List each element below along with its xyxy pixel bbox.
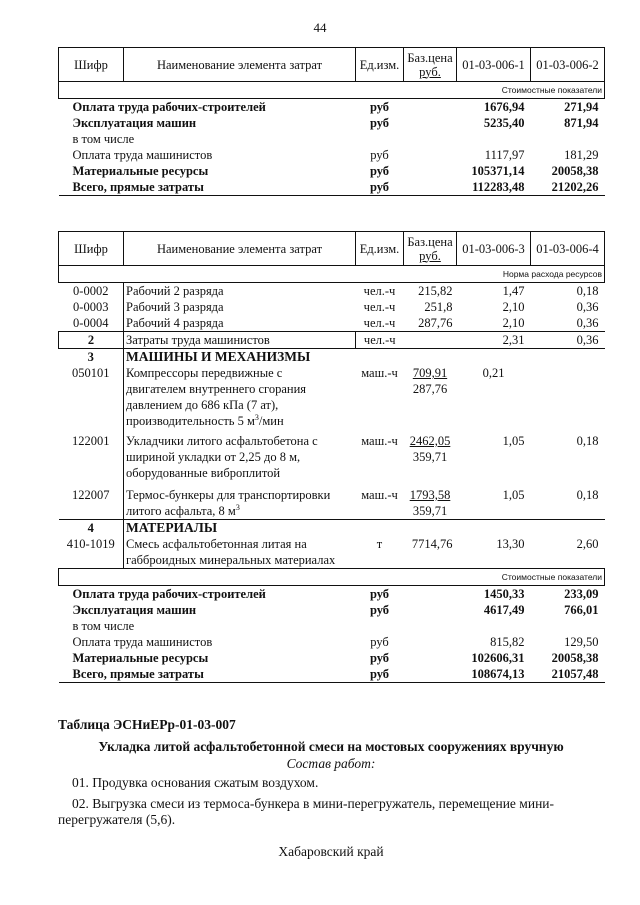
table-row: 122001 Укладчики литого асфальтобетона с шириной укладки от 2,25 до 8 м, оборудованные виброплитой маш.-ч 2462,05 359,71 1,05 0,18 <box>59 429 605 481</box>
header-unit: Ед.изм. <box>356 232 404 266</box>
table-row: Материальные ресурсы руб 105371,14 20058,38 <box>72 164 599 178</box>
table-row: Эксплуатация машин руб 5235,40 871,94 <box>72 116 599 130</box>
table-bottom-border <box>59 196 605 199</box>
table-row: в том числе <box>72 132 135 146</box>
table-row: в том числе <box>72 619 135 633</box>
table-row: 050101 Компрессоры передвижные с двигателем внутреннего сгорания давлением до 686 кПа (7 ат), производительность 5 $м^3$/мин маш.-ч 709,91 287,76 0,21 <box>72 366 505 428</box>
table-row: 2 Затраты труда машинистов чел.-ч 2,31 0,36 <box>59 332 605 349</box>
table-row: Эксплуатация машин руб 4617,49 766,01 <box>72 603 599 617</box>
table-row: Оплата труда машинистов руб 815,82 129,50 <box>72 635 599 649</box>
header-base-price: Баз.цена руб. <box>404 48 457 82</box>
table-header-row <box>59 48 605 82</box>
work-item: перегружателя (5,6). <box>58 812 176 827</box>
table-row: 0-0002 Рабочий 2 разряда чел.-ч 215,82 1,47 0,18 <box>73 284 599 298</box>
table-row: Всего, прямые затраты руб 108674,13 21057,48 <box>72 667 599 681</box>
table-row: 4 МАТЕРИАЛЫ <box>59 520 605 537</box>
work-item: 02. Выгрузка смеси из термоса-бункера в мини-перегружатель, перемещение мини- <box>72 796 555 811</box>
resource-table-2 <box>58 231 605 685</box>
table-row: Оплата труда рабочих-строителей руб 1676,94 271,94 <box>72 100 599 114</box>
header-name: Наименование элемента затрат <box>124 232 356 266</box>
table-row: 410-1019 Смесь асфальтобетонная литая на габброидных минеральных материалах т 7714,76 13,30 2,60 <box>66 537 599 567</box>
header-col-1: 01-03-006-3 <box>457 232 531 266</box>
caption-row: Стоимостные показатели <box>59 569 605 586</box>
caption-row: Стоимостные показатели <box>59 82 605 99</box>
table-title: Укладка литой асфальтобетонной смеси на мостовых сооружениях вручную <box>98 739 564 754</box>
header-col-2: 01-03-006-4 <box>531 232 605 266</box>
table-row: 122007 Термос-бункеры для транспортировки литого асфальта, 8 $м^3$ маш.-ч 1793,58 359,71 1,05 0,18 <box>59 481 605 520</box>
header-unit: Ед.изм. <box>356 48 404 82</box>
work-heading: Состав работ: <box>286 756 376 771</box>
table-row: Оплата труда рабочих-строителей руб 1450,33 233,09 <box>72 587 599 601</box>
table-row: 3 МАШИНЫ И МЕХАНИЗМЫ <box>59 349 605 366</box>
table-row: Материальные ресурсы руб 102606,31 20058,38 <box>72 651 599 665</box>
table-row: Оплата труда машинистов руб 1117,97 181,29 <box>72 148 599 162</box>
table-label: Таблица ЭСНиЕРр-01-03-007 <box>58 717 236 732</box>
header-code: Шифр <box>59 48 124 82</box>
table-row: 0-0004 Рабочий 4 разряда чел.-ч 287,76 2,10 0,36 <box>73 316 599 330</box>
page-number: 44 <box>313 20 327 35</box>
cost-table-1 <box>58 47 605 198</box>
header-col-1: 01-03-006-1 <box>457 48 531 82</box>
caption-row: Норма расхода ресурсов <box>59 266 605 283</box>
header-base-price: Баз.цена руб. <box>404 232 457 266</box>
table-row: 0-0003 Рабочий 3 разряда чел.-ч 251,8 2,10 0,36 <box>73 300 599 314</box>
header-col-2: 01-03-006-2 <box>531 48 605 82</box>
footer-region: Хабаровский край <box>278 844 384 859</box>
table-row: Всего, прямые затраты руб 112283,48 21202,26 <box>72 180 599 194</box>
work-item: 01. Продувка основания сжатым воздухом. <box>72 775 319 790</box>
header-name: Наименование элемента затрат <box>124 48 356 82</box>
table-bottom-border <box>59 683 605 686</box>
header-code: Шифр <box>59 232 124 266</box>
table-header-row <box>59 232 605 266</box>
